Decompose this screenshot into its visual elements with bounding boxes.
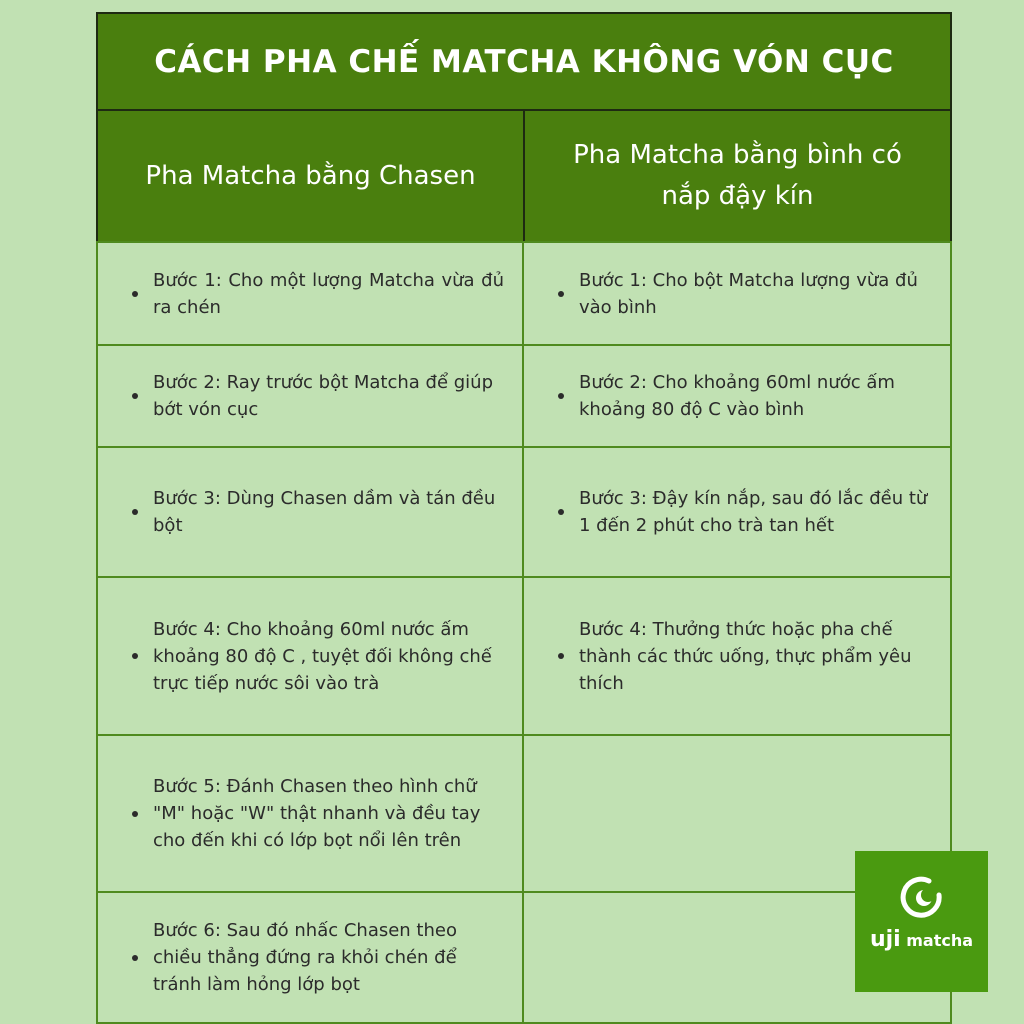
list-item (96, 241, 524, 346)
uji-matcha-logo (855, 851, 988, 992)
steps-table (96, 243, 952, 1024)
bullet-icon (558, 653, 564, 659)
logo-brand-matcha: matcha (900, 931, 974, 950)
list-item (96, 734, 524, 893)
list-item (522, 446, 952, 578)
table-row (96, 578, 952, 736)
table-row (96, 346, 952, 448)
step-text: Bước 6: Sau đó nhấc Chasen theo chiều thẳng đứng ra khỏi chén để tránh làm hỏng lớp bọt (153, 920, 457, 995)
list-item (522, 344, 952, 448)
list-item (96, 891, 524, 1024)
step-text: Bước 4: Thưởng thức hoặc pha chế thành các thức uống, thực phẩm yêu thích (579, 618, 912, 694)
step-text: Bước 5: Đánh Chasen theo hình chữ "M" hoặc "W" thật nhanh và đều tay cho đến khi có lớp bọt nổi lên trên (153, 776, 481, 851)
step-text: Bước 1: Cho một lượng Matcha vừa đủ ra chén (153, 269, 504, 318)
title-bar (96, 12, 952, 111)
step-text: Bước 4: Cho khoảng 60ml nước ấm khoảng 80 độ C , tuyệt đối không chế trực tiếp nước sôi vào trà (153, 618, 492, 694)
bullet-icon (132, 393, 138, 399)
step-text: Bước 2: Ray trước bột Matcha để giúp bớt vón cục (153, 372, 494, 420)
list-item (96, 446, 524, 578)
bullet-icon (132, 291, 138, 297)
page-title: CÁCH PHA CHẾ MATCHA KHÔNG VÓN CỤC (154, 43, 894, 80)
step-text: Bước 2: Cho khoảng 60ml nước ấm khoảng 80 độ C vào bình (579, 372, 895, 420)
bullet-icon (132, 955, 138, 961)
header-chasen: Pha Matcha bằng Chasen (98, 111, 525, 241)
bullet-icon (132, 509, 138, 515)
bullet-icon (558, 393, 564, 399)
bullet-icon (558, 509, 564, 515)
list-item (522, 241, 952, 346)
step-text: Bước 3: Đậy kín nắp, sau đó lắc đều từ 1 đến 2 phút cho trà tan hết (579, 488, 928, 536)
table-row (96, 736, 952, 893)
enso-moon-icon (899, 875, 945, 921)
step-text: Bước 1: Cho bột Matcha lượng vừa đủ vào bình (579, 269, 918, 318)
step-text: Bước 3: Dùng Chasen dầm và tán đều bột (153, 488, 496, 536)
logo-wordmark (870, 927, 973, 952)
bullet-icon (558, 291, 564, 297)
header-bottle: Pha Matcha bằng bình có nắp đậy kín (573, 140, 902, 211)
list-item (96, 344, 524, 448)
column-headers (96, 111, 952, 243)
bullet-icon (132, 653, 138, 659)
list-item (522, 576, 952, 736)
table-row (96, 448, 952, 578)
list-item (96, 576, 524, 736)
table-row (96, 243, 952, 346)
bullet-icon (132, 811, 138, 817)
table-row (96, 893, 952, 1024)
logo-brand-uji: uji (869, 927, 901, 952)
